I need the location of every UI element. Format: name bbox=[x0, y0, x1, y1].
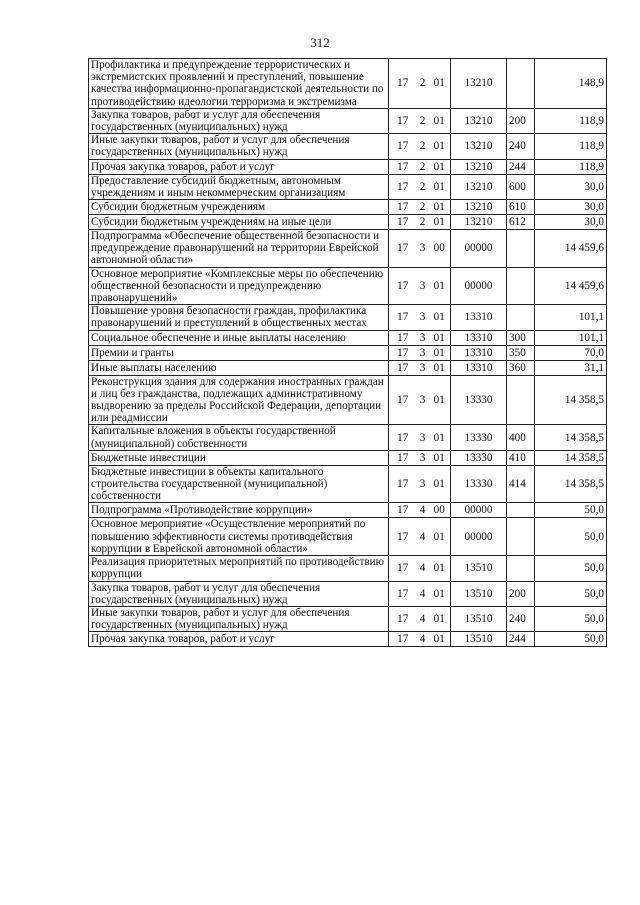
row-name: Основное мероприятие «Комплексные меры по обеспечению общественной безопасности и предупреждению правонарушений» bbox=[89, 267, 389, 305]
code-event: 01 bbox=[429, 330, 451, 345]
code-event: 01 bbox=[429, 59, 451, 109]
code-expense-type: 244 bbox=[507, 159, 535, 174]
code-expense-type bbox=[507, 556, 535, 581]
code-target: 13330 bbox=[451, 450, 507, 465]
table-body bbox=[89, 59, 607, 647]
code-subprogram: 4 bbox=[417, 518, 429, 556]
row-amount: 50,0 bbox=[535, 503, 607, 518]
code-subprogram: 3 bbox=[417, 375, 429, 425]
code-program: 17 bbox=[389, 581, 417, 606]
code-event: 01 bbox=[429, 174, 451, 199]
row-name: Капитальные вложения в объекты государственной (муниципальной) собственности bbox=[89, 425, 389, 450]
code-subprogram: 4 bbox=[417, 503, 429, 518]
code-expense-type: 610 bbox=[507, 200, 535, 215]
row-amount: 30,0 bbox=[535, 200, 607, 215]
row-name: Реализация приоритетных мероприятий по противодействию коррупции bbox=[89, 556, 389, 581]
code-expense-type bbox=[507, 375, 535, 425]
code-event: 01 bbox=[429, 606, 451, 631]
code-program: 17 bbox=[389, 465, 417, 503]
code-target: 13310 bbox=[451, 360, 507, 375]
row-amount: 118,9 bbox=[535, 108, 607, 133]
table-row bbox=[89, 330, 607, 345]
row-amount: 50,0 bbox=[535, 606, 607, 631]
code-subprogram: 2 bbox=[417, 108, 429, 133]
row-amount: 118,9 bbox=[535, 159, 607, 174]
code-subprogram: 2 bbox=[417, 200, 429, 215]
row-name: Реконструкция здания для содержания иностранных граждан и лиц без гражданства, подлежащих административному выдворению за пределы Российской Федерации, депортации или реадмиссии bbox=[89, 375, 389, 425]
row-name: Основное мероприятие «Осуществление мероприятий по повышению эффективности системы противодействия коррупции в Еврейской автономной области» bbox=[89, 518, 389, 556]
code-subprogram: 2 bbox=[417, 159, 429, 174]
code-target: 00000 bbox=[451, 267, 507, 305]
code-subprogram: 3 bbox=[417, 360, 429, 375]
code-event: 01 bbox=[429, 556, 451, 581]
table-row bbox=[89, 59, 607, 109]
table-row bbox=[89, 108, 607, 133]
table-row bbox=[89, 134, 607, 159]
row-name: Предоставление субсидий бюджетным, автономным учреждениям и иным некоммерческим организациям bbox=[89, 174, 389, 199]
row-name: Иные закупки товаров, работ и услуг для обеспечения государственных (муниципальных) нужд bbox=[89, 134, 389, 159]
code-target: 13510 bbox=[451, 581, 507, 606]
table-row bbox=[89, 425, 607, 450]
code-event: 01 bbox=[429, 450, 451, 465]
table-row bbox=[89, 581, 607, 606]
code-event: 01 bbox=[429, 159, 451, 174]
code-target: 00000 bbox=[451, 503, 507, 518]
code-expense-type: 300 bbox=[507, 330, 535, 345]
code-subprogram: 2 bbox=[417, 134, 429, 159]
code-expense-type: 414 bbox=[507, 465, 535, 503]
row-amount: 14 358,5 bbox=[535, 425, 607, 450]
code-subprogram: 3 bbox=[417, 330, 429, 345]
code-program: 17 bbox=[389, 556, 417, 581]
code-event: 01 bbox=[429, 581, 451, 606]
code-target: 00000 bbox=[451, 230, 507, 268]
row-name: Социальное обеспечение и иные выплаты населению bbox=[89, 330, 389, 345]
code-expense-type bbox=[507, 59, 535, 109]
table-row bbox=[89, 360, 607, 375]
code-subprogram: 4 bbox=[417, 581, 429, 606]
code-subprogram: 4 bbox=[417, 556, 429, 581]
code-target: 13310 bbox=[451, 330, 507, 345]
code-program: 17 bbox=[389, 159, 417, 174]
code-target: 13330 bbox=[451, 425, 507, 450]
code-subprogram: 2 bbox=[417, 215, 429, 230]
code-program: 17 bbox=[389, 215, 417, 230]
code-target: 13310 bbox=[451, 345, 507, 360]
code-event: 01 bbox=[429, 267, 451, 305]
code-event: 01 bbox=[429, 345, 451, 360]
row-name: Подпрограмма «Обеспечение общественной безопасности и предупреждение правонарушений на территории Еврейской автономной области» bbox=[89, 230, 389, 268]
row-amount: 14 459,6 bbox=[535, 230, 607, 268]
row-amount: 148,9 bbox=[535, 59, 607, 109]
row-amount: 118,9 bbox=[535, 134, 607, 159]
code-expense-type: 200 bbox=[507, 581, 535, 606]
code-target: 13210 bbox=[451, 59, 507, 109]
code-event: 01 bbox=[429, 375, 451, 425]
code-target: 13510 bbox=[451, 606, 507, 631]
code-expense-type bbox=[507, 305, 535, 330]
row-name: Иные выплаты населению bbox=[89, 360, 389, 375]
table-row bbox=[89, 159, 607, 174]
code-expense-type: 410 bbox=[507, 450, 535, 465]
code-event: 00 bbox=[429, 503, 451, 518]
code-program: 17 bbox=[389, 345, 417, 360]
budget-table bbox=[88, 58, 607, 647]
table-row bbox=[89, 450, 607, 465]
code-expense-type bbox=[507, 267, 535, 305]
row-amount: 70,0 bbox=[535, 345, 607, 360]
code-program: 17 bbox=[389, 503, 417, 518]
row-name: Бюджетные инвестиции bbox=[89, 450, 389, 465]
table-row bbox=[89, 305, 607, 330]
code-program: 17 bbox=[389, 330, 417, 345]
row-amount: 30,0 bbox=[535, 174, 607, 199]
row-name: Субсидии бюджетным учреждениям bbox=[89, 200, 389, 215]
table-row bbox=[89, 174, 607, 199]
table-row bbox=[89, 345, 607, 360]
code-expense-type: 360 bbox=[507, 360, 535, 375]
code-subprogram: 3 bbox=[417, 267, 429, 305]
code-subprogram: 3 bbox=[417, 450, 429, 465]
code-event: 01 bbox=[429, 215, 451, 230]
code-program: 17 bbox=[389, 606, 417, 631]
code-target: 13210 bbox=[451, 215, 507, 230]
code-target: 13330 bbox=[451, 375, 507, 425]
code-subprogram: 3 bbox=[417, 305, 429, 330]
code-program: 17 bbox=[389, 360, 417, 375]
row-name: Прочая закупка товаров, работ и услуг bbox=[89, 159, 389, 174]
page-number: 312 bbox=[310, 35, 330, 50]
code-subprogram: 3 bbox=[417, 345, 429, 360]
code-expense-type: 240 bbox=[507, 606, 535, 631]
code-program: 17 bbox=[389, 518, 417, 556]
table-row bbox=[89, 465, 607, 503]
table-row bbox=[89, 215, 607, 230]
row-amount: 50,0 bbox=[535, 632, 607, 647]
row-amount: 14 459,6 bbox=[535, 267, 607, 305]
code-subprogram: 4 bbox=[417, 632, 429, 647]
row-name: Бюджетные инвестиции в объекты капитального строительства государственной (муниципальной) собственности bbox=[89, 465, 389, 503]
code-expense-type: 612 bbox=[507, 215, 535, 230]
code-program: 17 bbox=[389, 230, 417, 268]
code-expense-type: 200 bbox=[507, 108, 535, 133]
table-row bbox=[89, 606, 607, 631]
code-target: 13510 bbox=[451, 556, 507, 581]
code-event: 01 bbox=[429, 108, 451, 133]
table-row bbox=[89, 267, 607, 305]
code-program: 17 bbox=[389, 305, 417, 330]
row-amount: 101,1 bbox=[535, 330, 607, 345]
code-subprogram: 3 bbox=[417, 425, 429, 450]
code-expense-type: 600 bbox=[507, 174, 535, 199]
code-program: 17 bbox=[389, 134, 417, 159]
code-subprogram: 2 bbox=[417, 59, 429, 109]
code-target: 13310 bbox=[451, 305, 507, 330]
code-event: 01 bbox=[429, 465, 451, 503]
code-expense-type: 240 bbox=[507, 134, 535, 159]
code-subprogram: 3 bbox=[417, 465, 429, 503]
table-row bbox=[89, 200, 607, 215]
code-subprogram: 4 bbox=[417, 606, 429, 631]
row-amount: 31,1 bbox=[535, 360, 607, 375]
code-target: 13210 bbox=[451, 108, 507, 133]
code-expense-type bbox=[507, 503, 535, 518]
code-event: 01 bbox=[429, 200, 451, 215]
row-name: Прочая закупка товаров, работ и услуг bbox=[89, 632, 389, 647]
code-subprogram: 2 bbox=[417, 174, 429, 199]
table-row bbox=[89, 503, 607, 518]
table-row bbox=[89, 375, 607, 425]
code-program: 17 bbox=[389, 632, 417, 647]
table-row bbox=[89, 556, 607, 581]
code-expense-type: 400 bbox=[507, 425, 535, 450]
code-event: 01 bbox=[429, 425, 451, 450]
code-expense-type: 350 bbox=[507, 345, 535, 360]
code-program: 17 bbox=[389, 267, 417, 305]
code-event: 01 bbox=[429, 632, 451, 647]
row-name: Закупка товаров, работ и услуг для обеспечения государственных (муниципальных) нужд bbox=[89, 108, 389, 133]
row-name: Иные закупки товаров, работ и услуг для обеспечения государственных (муниципальных) нужд bbox=[89, 606, 389, 631]
row-name: Подпрограмма «Противодействие коррупции» bbox=[89, 503, 389, 518]
row-amount: 50,0 bbox=[535, 518, 607, 556]
code-target: 00000 bbox=[451, 518, 507, 556]
code-target: 13330 bbox=[451, 465, 507, 503]
code-event: 01 bbox=[429, 518, 451, 556]
row-name: Повышение уровня безопасности граждан, профилактика правонарушений и преступлений в общественных местах bbox=[89, 305, 389, 330]
code-expense-type bbox=[507, 230, 535, 268]
row-amount: 50,0 bbox=[535, 581, 607, 606]
code-program: 17 bbox=[389, 174, 417, 199]
row-name: Субсидии бюджетным учреждениям на иные цели bbox=[89, 215, 389, 230]
row-name: Премии и гранты bbox=[89, 345, 389, 360]
code-target: 13210 bbox=[451, 200, 507, 215]
code-target: 13210 bbox=[451, 174, 507, 199]
row-amount: 30,0 bbox=[535, 215, 607, 230]
code-program: 17 bbox=[389, 425, 417, 450]
code-program: 17 bbox=[389, 200, 417, 215]
row-amount: 14 358,5 bbox=[535, 375, 607, 425]
row-amount: 101,1 bbox=[535, 305, 607, 330]
code-expense-type bbox=[507, 518, 535, 556]
code-event: 01 bbox=[429, 305, 451, 330]
row-name: Профилактика и предупреждение террористических и экстремистских проявлений и преступлений, повышение качества информационно-пропагандистской деятельности по противодействию идеологии терроризма и экстремизма bbox=[89, 59, 389, 109]
code-expense-type: 244 bbox=[507, 632, 535, 647]
code-event: 00 bbox=[429, 230, 451, 268]
code-event: 01 bbox=[429, 134, 451, 159]
code-program: 17 bbox=[389, 108, 417, 133]
code-target: 13210 bbox=[451, 159, 507, 174]
table-row bbox=[89, 632, 607, 647]
table-row bbox=[89, 230, 607, 268]
code-target: 13210 bbox=[451, 134, 507, 159]
code-program: 17 bbox=[389, 450, 417, 465]
row-amount: 50,0 bbox=[535, 556, 607, 581]
code-target: 13510 bbox=[451, 632, 507, 647]
row-amount: 14 358,5 bbox=[535, 450, 607, 465]
row-amount: 14 358,5 bbox=[535, 465, 607, 503]
code-program: 17 bbox=[389, 59, 417, 109]
table-row bbox=[89, 518, 607, 556]
code-subprogram: 3 bbox=[417, 230, 429, 268]
code-program: 17 bbox=[389, 375, 417, 425]
code-event: 01 bbox=[429, 360, 451, 375]
row-name: Закупка товаров, работ и услуг для обеспечения государственных (муниципальных) нужд bbox=[89, 581, 389, 606]
